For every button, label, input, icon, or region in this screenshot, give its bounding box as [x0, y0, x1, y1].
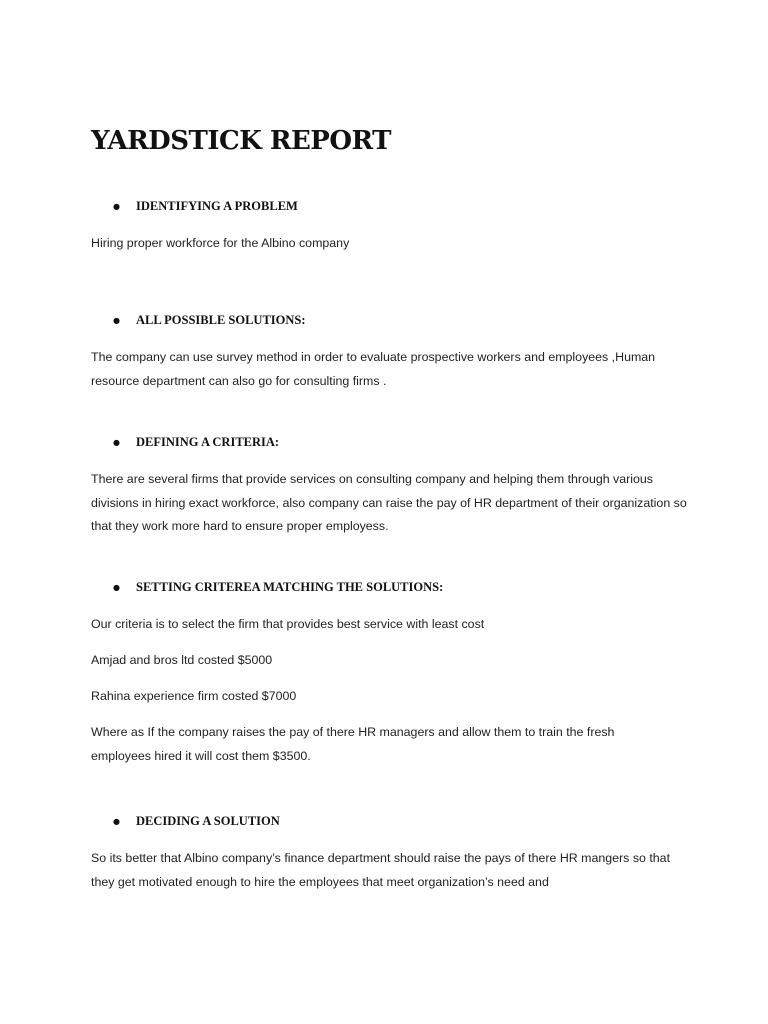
- paragraph-criteria-selection: Our criteria is to select the firm that provides best service with least cost: [91, 617, 485, 631]
- heading-text: SETTING CRITEREA MATCHING THE SOLUTIONS:: [136, 580, 444, 594]
- section-heading-setting-criteria: [113, 579, 443, 596]
- bullet-icon: ●: [113, 583, 120, 592]
- heading-text: IDENTIFYING A PROBLEM: [136, 199, 298, 213]
- heading-text: ALL POSSIBLE SOLUTIONS:: [136, 313, 306, 327]
- paragraph-cost-hr-managers: Where as If the company raises the pay of there HR managers and allow them to train the fresh employees hired it will cost them $3500.: [91, 725, 615, 763]
- paragraph-cost-amjad: Amjad and bros ltd costed $5000: [91, 653, 273, 667]
- heading-text: DECIDING A SOLUTION: [136, 814, 280, 828]
- bullet-icon: ●: [113, 438, 120, 447]
- paragraph-solutions: The company can use survey method in order to evaluate prospective workers and employees ,Human resource department can also go for consulting firms .: [91, 350, 656, 388]
- bullet-icon: ●: [113, 202, 120, 211]
- section-heading-identifying-problem: [113, 198, 298, 215]
- bullet-icon: ●: [113, 817, 120, 826]
- bullet-icon: ●: [113, 316, 120, 325]
- section-heading-possible-solutions: [113, 312, 306, 329]
- paragraph-criteria: There are several firms that provide services on consulting company and helping them through various divisions in hiring exact workforce, also company can raise the pay of HR department of their organization so that they work more hard to ensure proper employess.: [91, 472, 687, 533]
- section-heading-deciding-solution: [113, 813, 280, 830]
- paragraph-cost-rahina: Rahina experience firm costed $7000: [91, 689, 297, 703]
- document-title: YARDSTICK REPORT: [91, 126, 391, 156]
- paragraph-problem: Hiring proper workforce for the Albino company: [91, 236, 350, 250]
- heading-text: DEFINING A CRITERIA:: [136, 435, 280, 449]
- section-heading-defining-criteria: [113, 434, 279, 451]
- paragraph-decision: So its better that Albino company’s finance department should raise the pays of there HR mangers so that they get motivated enough to hire the employees that meet organization’s need and: [91, 851, 671, 889]
